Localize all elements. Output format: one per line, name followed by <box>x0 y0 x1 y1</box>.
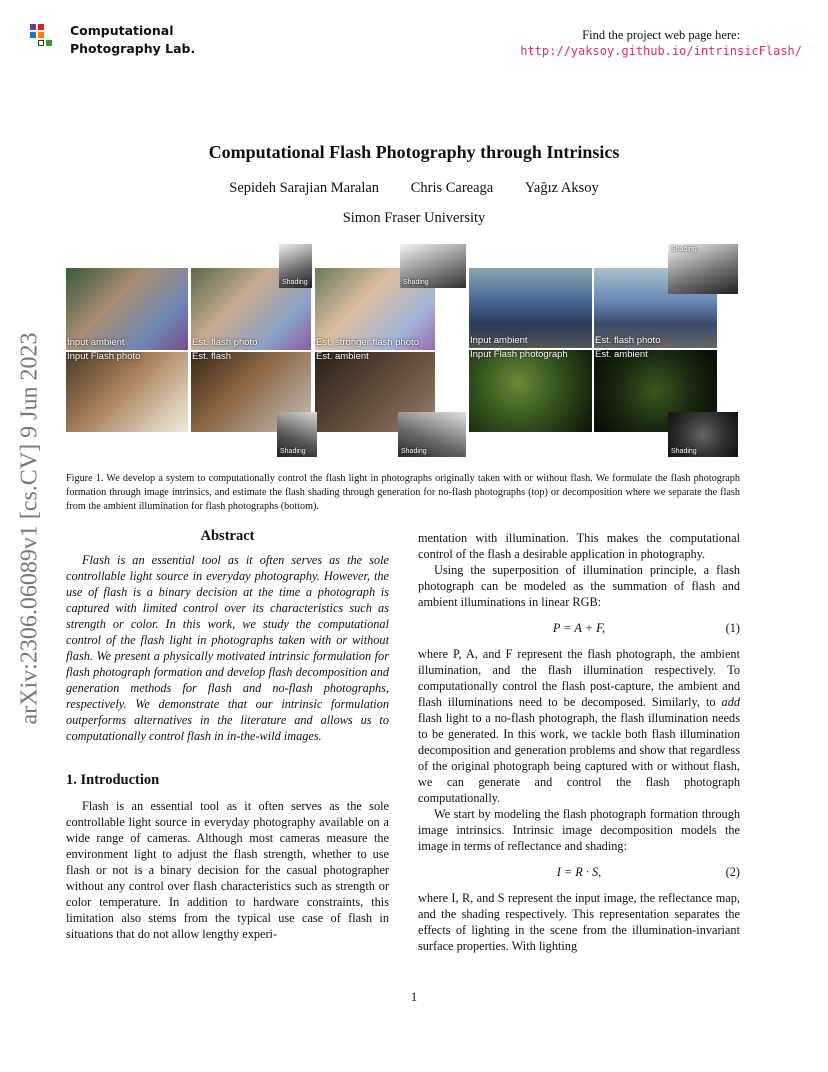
figure-photo <box>66 352 188 432</box>
logo-square-icon <box>30 24 36 30</box>
shading-label: Shading <box>401 448 427 455</box>
author-name: Sepideh Sarajian Maralan <box>229 180 380 196</box>
paragraph: mentation with illumination. This makes the computational control of the flash a desirable application in photography. <box>418 531 740 561</box>
shading-label: Shading <box>671 448 697 455</box>
equation-2 <box>418 864 740 880</box>
project-link-block <box>520 27 802 59</box>
right-column <box>418 530 740 954</box>
figure-label: Input ambient <box>67 337 125 348</box>
abstract-heading: Abstract <box>200 528 255 544</box>
figure-label: Est. flash photo <box>192 337 258 348</box>
paragraph: where P, A, and F represent the flash photograph, the ambient illumination, and the flash illumination respectively. To computationally control the flash post-capture, the ambient and flash illuminations need to be decomposed. Similarly, to add flash light to a no-flash photograph, the flash illumination needs to be generated. In this work, we tackle both flash illumination decomposition and generation problems and show that regardless of the original photograph being captured with or without flash, we can generate and control the flash photograph computationally. <box>418 647 740 805</box>
lab-logo <box>30 22 200 60</box>
equation-1 <box>418 620 740 636</box>
shading-inset <box>400 244 466 288</box>
shading-inset <box>279 244 312 288</box>
figure-label: Input ambient <box>470 335 528 346</box>
figure-photo <box>469 268 592 348</box>
arxiv-stamp: arXiv:2306.06089v1 [cs.CV] 9 Jun 2023 <box>16 332 43 725</box>
shading-inset <box>277 412 317 457</box>
equation-number: (1) <box>725 621 740 635</box>
logo-square-icon <box>38 32 44 38</box>
page-number: 1 <box>410 990 418 1004</box>
shading-inset <box>398 412 466 457</box>
paragraph: Using the superposition of illumination principle, a flash photograph can be modeled as the summation of flash and ambient illuminations in linear RGB: <box>418 563 740 609</box>
figure-photo <box>469 350 592 432</box>
figure-label: Est. stronger flash photo <box>316 337 419 348</box>
equation-text: P = A + F, <box>552 621 606 635</box>
logo-square-icon <box>38 40 44 46</box>
intro-heading: 1. Introduction <box>66 772 160 788</box>
project-url-link[interactable]: http://yaksoy.github.io/intrinsicFlash/ <box>520 44 802 58</box>
figure-label: Est. ambient <box>316 352 369 362</box>
figure-label: Est. ambient <box>595 350 648 360</box>
figure-caption: Figure 1. We develop a system to computationally control the flash light in photographs originally taken with or without flash. We formulate the flash photograph formation through image intrinsics, and estimate the flash shading through generation for no-flash photographs (top) or decomposition where we separate the flash from the ambient illumination for flash photographs (bottom). <box>66 473 740 512</box>
figure-photo <box>66 268 188 350</box>
lab-name: Computational Photography Lab. <box>70 23 196 56</box>
paper-title: Computational Flash Photography through Intrinsics <box>208 142 620 162</box>
abstract-text: Flash is an essential tool as it often serves as the sole controllable light source in everyday photography. However, the use of flash is a binary decision at the time a photograph is captured with limited control over its characteristics such as strength or color. In this work, we study the computational control of the flash light in photographs taken with or without flash. We present a physically motivated intrinsic formulation for flash photograph formation and develop flash decomposition and generation methods for flash and no-flash photographs, respectively. We demonstrate that our intrinsic formulation outperforms alternatives in the literature and allows us to computationally control flash in in-the-wild images. <box>66 553 389 743</box>
left-column <box>66 528 389 942</box>
shading-label: Shading <box>282 279 308 286</box>
intro-paragraph: Flash is an essential tool as it often serves as the sole controllable light source in everyday photography available on a wide range of cameras. Although most cameras measure the environment light to adjust the flash strength, whether to use flash or not is a binary decision for the casual photographer without any control over flash characteristics such as strength or color temperature. In addition to hardware constraints, this limitation also stems from the typical use case of flash in situations that do not allow lengthy experi- <box>66 799 389 941</box>
shading-label: Shading <box>671 246 697 253</box>
shading-inset <box>668 412 738 457</box>
figure-label: Est. flash <box>192 352 232 362</box>
logo-square-icon <box>38 24 44 30</box>
paragraph: We start by modeling the flash photograph formation through image intrinsics. Intrinsic image decomposition models the image in terms of reflectance and shading: <box>418 807 740 853</box>
equation-text: I = R · S, <box>556 865 602 879</box>
logo-square-icon <box>46 40 52 46</box>
shading-label: Shading <box>280 448 306 455</box>
project-text: Find the project web page here: <box>582 28 741 42</box>
figure-label: Est. flash photo <box>595 335 661 346</box>
equation-number: (2) <box>725 865 740 879</box>
author-name: Yağız Aksoy <box>524 180 599 196</box>
logo-square-icon <box>30 32 36 38</box>
author-list <box>0 180 828 197</box>
figure-label: Input Flash photo <box>67 352 141 362</box>
author-name: Chris Careaga <box>410 180 494 196</box>
figure-label: Input Flash photograph <box>470 350 568 360</box>
paragraph: where I, R, and S represent the input image, the reflectance map, and the shading respectively. This representation separates the effects of lighting in the scene from the illumination-invariant surface properties. With lighting <box>418 891 740 953</box>
shading-inset <box>668 244 738 294</box>
shading-label: Shading <box>403 279 429 286</box>
affiliation: Simon Fraser University <box>342 210 486 226</box>
